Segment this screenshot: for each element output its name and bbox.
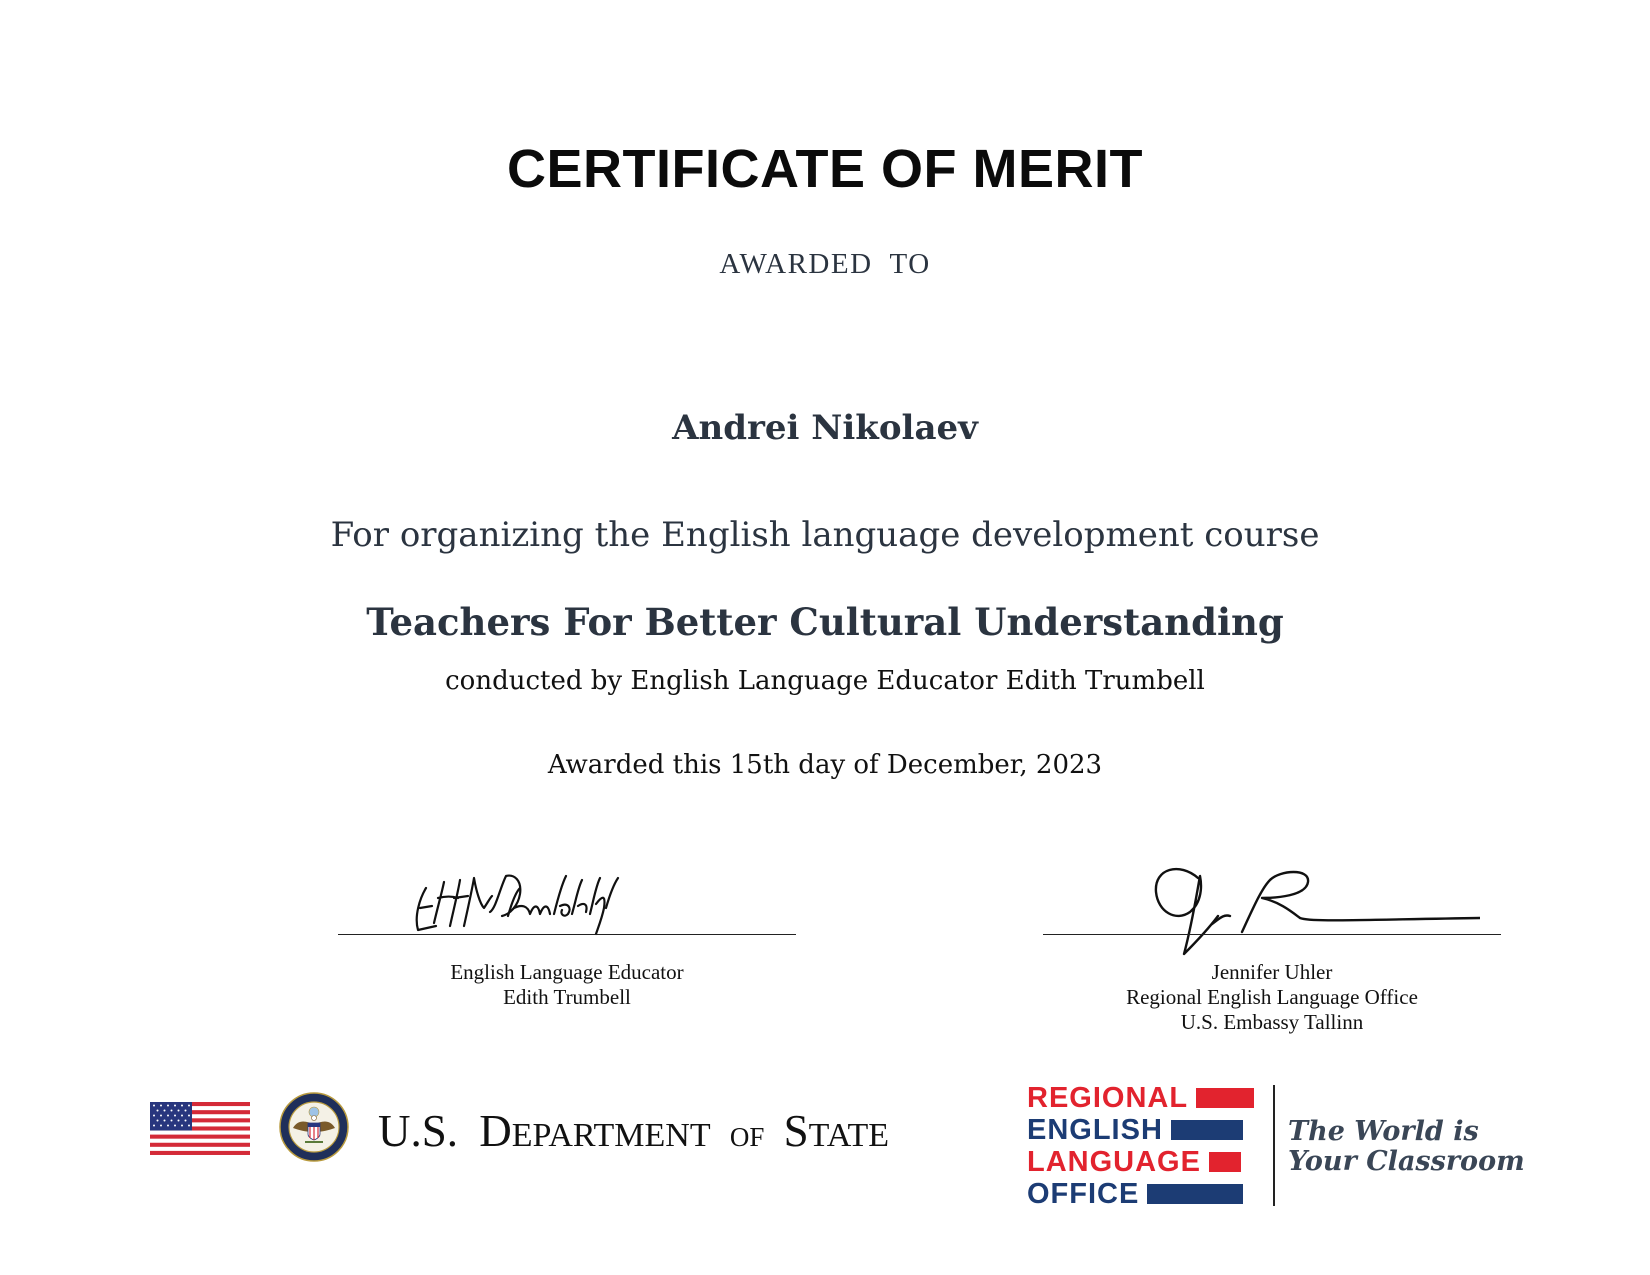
department-of-state-wordmark xyxy=(378,1105,889,1157)
award-reason: For organizing the English language development course xyxy=(330,515,1320,555)
relo-bar-navy-1 xyxy=(1171,1120,1243,1140)
awarded-date: Awarded this 15th day of December, 2023 xyxy=(547,750,1103,780)
recipient-name: Andrei Nikolaev xyxy=(672,408,978,448)
dos-epartment: EPARTMENT xyxy=(511,1117,711,1154)
signature-caption-right xyxy=(1043,960,1501,1035)
course-name: Teachers For Better Cultural Understanding xyxy=(366,600,1284,644)
relo-english: ENGLISH xyxy=(1027,1114,1163,1146)
relo-divider xyxy=(1273,1085,1275,1206)
certificate-title: CERTIFICATE OF MERIT xyxy=(507,139,1143,199)
dos-of: OF xyxy=(729,1122,765,1152)
conducted-by: conducted by English Language Educator Edith Trumbell xyxy=(445,666,1205,696)
dos-s: S xyxy=(783,1106,809,1156)
department-of-state-seal-icon xyxy=(279,1092,349,1162)
awarded-to-label: AWARDED TO xyxy=(719,248,931,280)
relo-bar-red-2 xyxy=(1209,1152,1241,1172)
right-signer-name: Jennifer Uhler xyxy=(1211,960,1333,984)
left-signer-title: English Language Educator xyxy=(450,960,684,984)
signature-caption-left xyxy=(338,960,796,1010)
tagline-line-1: The World is xyxy=(1288,1116,1479,1147)
relo-language: LANGUAGE xyxy=(1027,1146,1201,1178)
signature-line-right xyxy=(1043,934,1501,935)
relo-tagline xyxy=(1288,1117,1525,1177)
dos-us: U.S. xyxy=(378,1106,459,1156)
us-flag-icon xyxy=(150,1102,250,1155)
relo-bar-navy-2 xyxy=(1147,1184,1243,1204)
relo-logo xyxy=(1027,1082,1254,1210)
relo-bar-red-1 xyxy=(1196,1088,1254,1108)
right-signer-office: Regional English Language Office xyxy=(1126,985,1418,1009)
relo-office: OFFICE xyxy=(1027,1178,1140,1210)
signature-jennifer-uhler xyxy=(1150,858,1480,962)
signature-line-left xyxy=(338,934,796,935)
signature-edith-trumbell xyxy=(410,868,630,940)
tagline-line-2: Your Classroom xyxy=(1288,1146,1525,1177)
relo-regional: REGIONAL xyxy=(1027,1082,1189,1114)
right-signer-embassy: U.S. Embassy Tallinn xyxy=(1180,1010,1364,1034)
dos-d: D xyxy=(479,1106,512,1156)
left-signer-name: Edith Trumbell xyxy=(503,985,631,1009)
dos-tate: TATE xyxy=(808,1117,890,1154)
